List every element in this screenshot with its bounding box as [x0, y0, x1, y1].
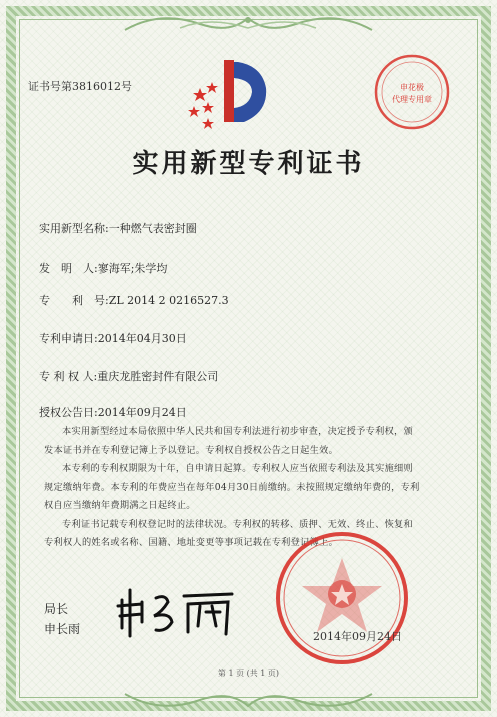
- signatory-block: [44, 599, 80, 639]
- patentee-value: 重庆龙胜密封件有限公司: [97, 370, 219, 383]
- body-paragraph: 专利证书记载专利权登记时的法律状况。专利权的转移、质押、无效、终止、恢复和专利权人的姓名或名称、国籍、地址变更等事项记载在专利登记簿上。: [44, 518, 414, 548]
- signatory-title: 局长: [44, 602, 69, 616]
- grant-date-row: [39, 404, 187, 420]
- svg-text:代理专用章: 代理专用章: [392, 95, 432, 104]
- patent-number-label: 专 利 号:: [39, 294, 109, 307]
- handwritten-signature: [112, 582, 252, 640]
- grant-date-value: 2014年09月24日: [97, 406, 187, 419]
- patentee-label: 专 利 权 人:: [39, 370, 98, 383]
- top-flourish-ornament: [120, 10, 377, 36]
- utility-model-name-value: 一种燃气表密封圈: [108, 222, 197, 235]
- certificate-number: 证书号第3816012号: [28, 80, 132, 93]
- patent-office-emblem-icon: [186, 52, 276, 132]
- filing-date-label: 专利申请日:: [39, 332, 98, 345]
- patent-number-row: [39, 292, 229, 308]
- body-paragraph: 本实用新型经过本局依照中华人民共和国专利法进行初步审查，决定授予专利权，颁发本证书并在专利登记簿上予以登记。专利权自授权公告之日起生效。: [44, 426, 414, 456]
- inventor-value: 寥海军;朱学均: [97, 262, 168, 275]
- signatory-name: 申长雨: [44, 622, 81, 636]
- inventor-label: 发 明 人:: [39, 262, 98, 275]
- filing-date-row: [39, 330, 187, 346]
- national-ip-office-seal: [272, 528, 412, 668]
- inventor-row: [39, 260, 167, 276]
- patent-number-value: ZL 2014 2 0216527.3: [108, 294, 229, 307]
- utility-model-name-label: 实用新型名称:: [39, 222, 109, 235]
- svg-text:申花极: 申花极: [400, 83, 424, 92]
- certificate-title: 实用新型专利证书: [132, 149, 365, 179]
- page-footer: 第 1 页 (共 1 页): [217, 669, 280, 678]
- seal-date: 2014年09月24日: [313, 630, 402, 643]
- body-paragraph: 本专利的专利权期限为十年，自申请日起算。专利权人应当依照专利法及其实施细则规定缴纳年费。本专利的年费应当在每年04月30日前缴纳。未按照规定缴纳年费的，专利权自应当缴纳年费期满之日起终止。: [44, 463, 420, 511]
- patentee-row: [39, 368, 218, 384]
- grant-date-label: 授权公告日:: [39, 406, 98, 419]
- bottom-flourish-ornament: [120, 688, 377, 714]
- filing-date-value: 2014年04月30日: [97, 332, 187, 345]
- agency-seal-stamp: [372, 52, 452, 132]
- utility-model-name-row: [39, 220, 197, 236]
